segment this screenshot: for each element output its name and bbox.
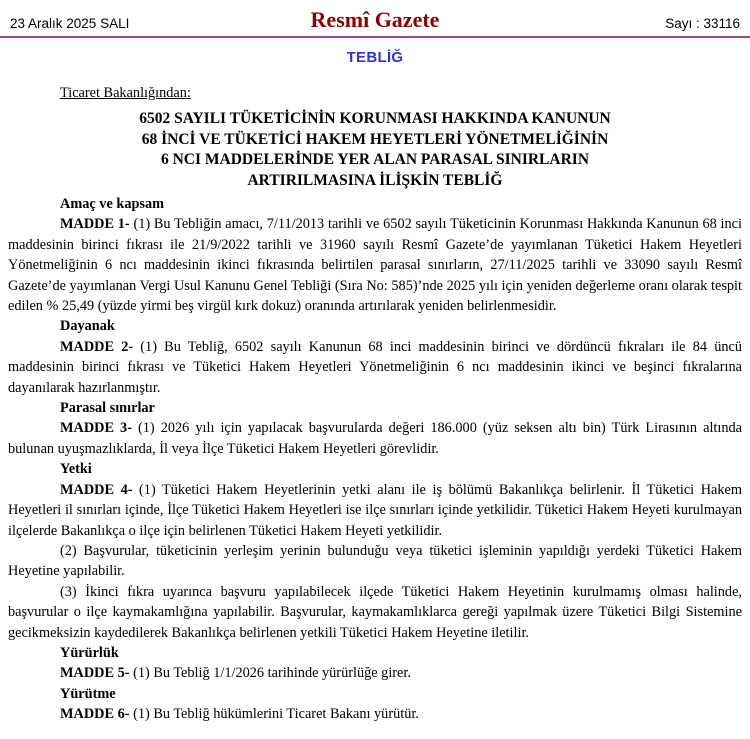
article-label: MADDE 6- bbox=[60, 706, 130, 723]
document-title bbox=[0, 109, 750, 191]
section-heading-teblig: TEBLİĞ bbox=[346, 49, 404, 66]
gazette-masthead bbox=[0, 0, 750, 36]
title-line: ARTIRILMASINA İLİŞKİN TEBLİĞ bbox=[247, 171, 503, 189]
title-line: 68 İNCİ VE TÜKETİCİ HAKEM HEYETLERİ YÖNETMELİĞİNİN bbox=[141, 130, 609, 148]
article-madde-3: MADDE 3- (1) 2026 yılı için yapılacak başvurularda değeri 186.000 (yüz seksen altı bin) Türk Lirasının altında bulunan uyuşmazlıklarda, İl veya İlçe Tüketici Hakem Heyetleri görevlidir. bbox=[8, 420, 742, 457]
section-title-yururluk: Yürürlük bbox=[60, 644, 119, 661]
gazette-date: 23 Aralık 2025 SALI bbox=[10, 16, 130, 31]
title-line: 6502 SAYILI TÜKETİCİNİN KORUNMASI HAKKINDA KANUNUN bbox=[139, 110, 611, 127]
article-madde-4: MADDE 4- (1) Tüketici Hakem Heyetlerinin yetki alanı ile iş bölümü Bakanlıkça belirlenir. İl Tüketici Hakem Heyetleri il sınırları içinde, İlçe Tüketici Hakem Heyetleri ise ilçe sınırları içinde yetkilidir. Tüketici Hakem Heyeti kurulmayan ilçelerde Bakanlıkça o ilçe için belirlenen Tüketici Hakem Heyeti yetkilidir. bbox=[8, 481, 742, 539]
article-madde-5: MADDE 5- (1) Bu Tebliğ 1/1/2026 tarihinde yürürlüğe girer. bbox=[60, 665, 411, 682]
ministry-name: Ticaret Bakanlığından: bbox=[60, 85, 191, 101]
section-title-dayanak: Dayanak bbox=[60, 318, 115, 335]
ministry-line bbox=[8, 85, 742, 102]
section-title-parasal-sinirlar: Parasal sınırlar bbox=[60, 400, 155, 417]
article-madde-1: MADDE 1- (1) Bu Tebliğin amacı, 7/11/2013 tarihli ve 6502 sayılı Tüketicinin Korunması Hakkında Kanunun 68 inci maddesinin birinci fıkrası ile 21/9/2022 tarihli ve 31960 sayılı Resmî Gazete’de yayımlanan Tüketici Hakem Heyetleri Yönetmeliğinin 6 ncı maddesinin ikinci fıkrasında belirtilen parasal sınırların, 27/11/2025 tarihli ve 33090 sayılı Resmî Gazete’de yayımlanan Vergi Usul Kanunu Genel Tebliği (Sıra No: 585)’nde 2025 yılı için yeniden değerleme oranı olarak tespit edilen % 25,49 (yüzde yirmi beş virgül kırk dokuz) oranında artırılarak yeniden belirlenmesidir. bbox=[8, 216, 742, 315]
article-label: MADDE 5- bbox=[60, 665, 130, 682]
section-title-amac: Amaç ve kapsam bbox=[60, 196, 165, 212]
article-label: MADDE 3- bbox=[60, 420, 132, 437]
article-madde-2: MADDE 2- (1) Bu Tebliğ, 6502 sayılı Kanunun 68 inci maddesinin birinci ve dördüncü fıkraları ile 84 üncü maddesinin birinci fıkrası ve Tüketici Hakem Heyetleri Yönetmeliğinin 6 ncı maddesinin ikinci ve beşinci fıkralarına dayanılarak hazırlanmıştır. bbox=[8, 338, 742, 396]
section-title-yetki: Yetki bbox=[60, 461, 92, 478]
section-title-yurutme: Yürütme bbox=[60, 685, 116, 702]
article-madde-4-fikra-3: (3) İkinci fıkra uyarınca başvuru yapılabilecek ilçede Tüketici Hakem Heyetinin kurulmamış olması halinde, başvurular o ilçe kaymakamlığına yapılabilir. Başvurular, kaymakamlıklarca gereği yapılmak üzere Tüketici Bilgi Sistemine gecikmeksizin kaydedilerek Bakanlıkça belirlenen yetkili Tüketici Hakem Heyetine iletilir. bbox=[8, 583, 742, 641]
document-body bbox=[8, 194, 742, 725]
article-label: MADDE 2- bbox=[60, 338, 134, 355]
title-line: 6 NCI MADDELERİNDE YER ALAN PARASAL SINIRLARIN bbox=[160, 151, 590, 168]
article-madde-4-fikra-2: (2) Başvurular, tüketicinin yerleşim yerinin bulunduğu veya tüketici işleminin yapıldığı yerdeki Tüketici Hakem Heyetine yapılabilir. bbox=[8, 542, 742, 580]
article-label: MADDE 1- bbox=[60, 216, 130, 233]
article-madde-6: MADDE 6- (1) Bu Tebliğ hükümlerini Ticaret Bakanı yürütür. bbox=[60, 706, 419, 723]
article-label: MADDE 4- bbox=[60, 481, 133, 498]
gazette-issue-number: Sayı : 33116 bbox=[665, 16, 740, 31]
masthead-divider bbox=[0, 36, 750, 38]
gazette-masthead-title: Resmî Gazete bbox=[310, 7, 440, 32]
